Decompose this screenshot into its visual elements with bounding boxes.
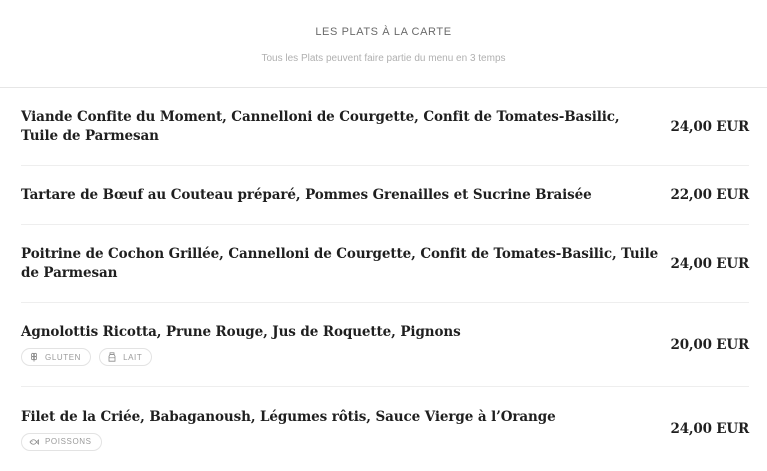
menu-item-price: 20,00 EUR: [670, 336, 749, 353]
allergen-tag-gluten: [21, 348, 91, 366]
menu-item-price: 24,00 EUR: [670, 421, 749, 437]
allergen-tag-label: GLUTEN: [45, 352, 82, 362]
menu-list: [21, 88, 749, 471]
menu-item[interactable]: [21, 303, 749, 387]
fish-icon: [29, 437, 39, 447]
menu-item-main: [21, 108, 661, 146]
menu-item-price: 22,00 EUR: [670, 187, 749, 203]
menu-item[interactable]: [21, 225, 749, 303]
section-subtitle: Tous les Plats peuvent faire partie du menu en 3 temps: [261, 53, 506, 64]
wheat-icon: [29, 352, 39, 362]
menu-item-name: Agnolottis Ricotta, Prune Rouge, Jus de Roquette, Pignons: [21, 324, 461, 340]
allergen-tags: [21, 348, 661, 366]
milk-icon: [107, 352, 117, 362]
allergen-tag-lait: [99, 348, 152, 366]
menu-item-price: 24,00 EUR: [670, 255, 749, 272]
allergen-tag-poissons: [21, 433, 102, 451]
menu-item-main: [21, 186, 661, 205]
menu-item[interactable]: [21, 387, 749, 471]
allergen-tags: [21, 433, 661, 451]
menu-item-name: Viande Confite du Moment, Cannelloni de Courgette, Confit de Tomates-Basilic, Tuile de Parmesan: [21, 108, 620, 144]
menu-item-main: [21, 245, 661, 283]
section-title: LES PLATS À LA CARTE: [315, 26, 452, 38]
menu-item-name: Filet de la Criée, Babaganoush, Légumes rôtis, Sauce Vierge à l’Orange: [21, 408, 556, 425]
allergen-tag-label: LAIT: [123, 352, 143, 362]
menu-header: [0, 0, 767, 88]
menu-item-main: [21, 323, 661, 366]
menu-item-name: Poitrine de Cochon Grillée, Cannelloni de Courgette, Confit de Tomates-Basilic, Tuile de Parmesan: [21, 245, 659, 281]
menu-item-price: 24,00 EUR: [670, 118, 749, 135]
menu-item-main: [21, 408, 661, 451]
menu-item[interactable]: [21, 166, 749, 225]
allergen-tag-label: POISSONS: [45, 437, 92, 446]
menu-item[interactable]: [21, 88, 749, 166]
menu-item-name: Tartare de Bœuf au Couteau préparé, Pommes Grenailles et Sucrine Braisée: [21, 186, 592, 203]
